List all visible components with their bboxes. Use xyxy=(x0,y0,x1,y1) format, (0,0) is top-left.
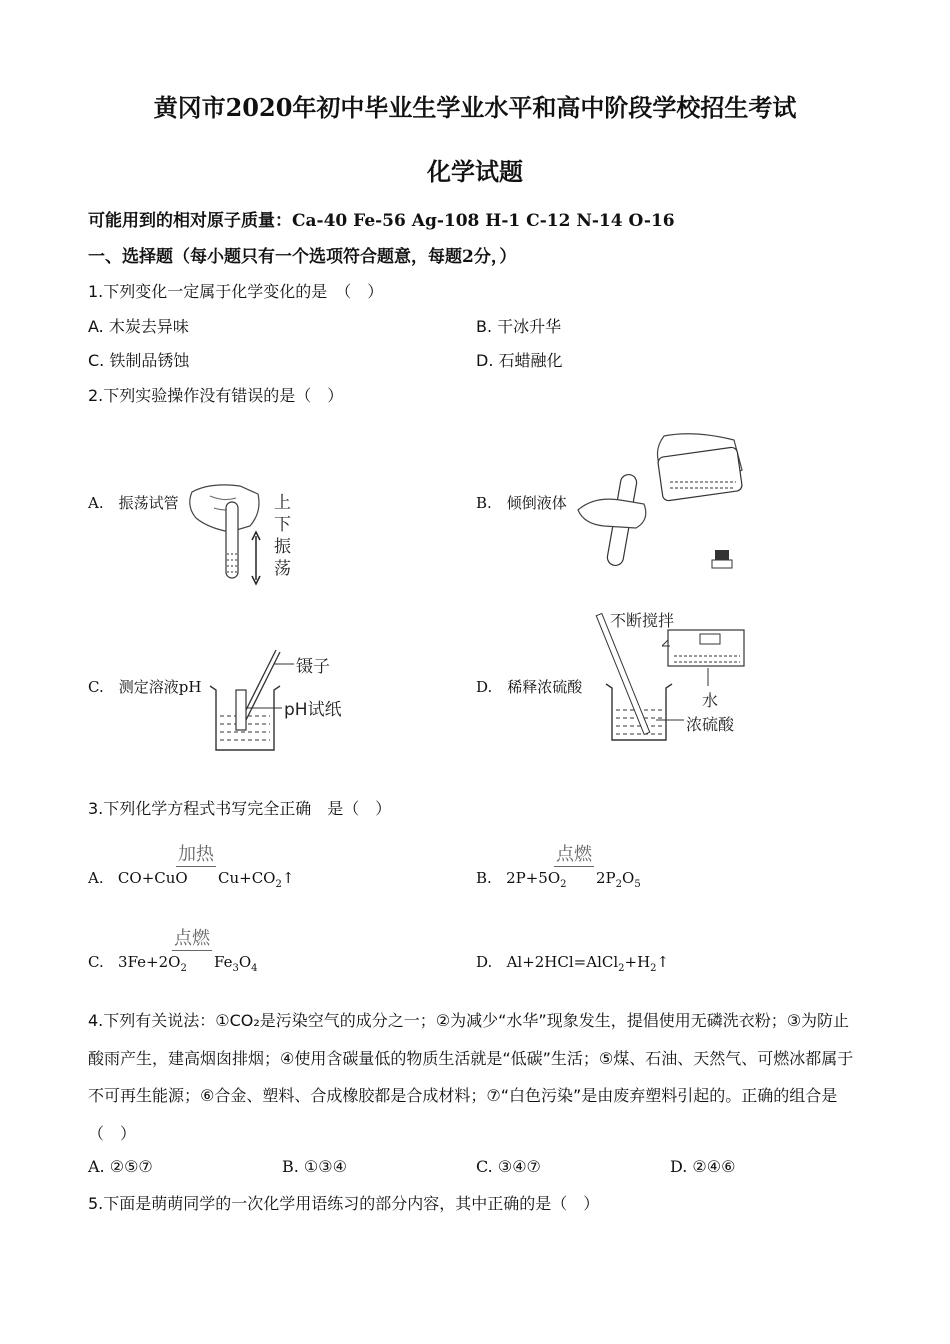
fig-a-label-4: 荡 xyxy=(274,559,291,579)
q4-option-d[interactable]: D. ②④⑥ xyxy=(670,1157,736,1176)
q3-option-b[interactable]: B. $2P+5O_2$ xyxy=(476,869,567,890)
q3-a-condition: 加热 xyxy=(176,840,216,867)
question-3-stem: 3.下列化学方程式书写完全正确 是（ ） xyxy=(88,799,392,818)
q4-option-a[interactable]: A. ②⑤⑦ xyxy=(88,1157,153,1176)
q1-option-b[interactable]: B. 干冰升华 xyxy=(476,317,562,336)
fig-c-label-ph-paper: pH试纸 xyxy=(284,700,342,720)
q4-option-c[interactable]: C. ③④⑦ xyxy=(476,1157,541,1176)
q3-c-label: C. xyxy=(88,953,104,971)
q3-b-label: B. xyxy=(476,869,492,887)
question-4-stem: 4.下列有关说法：①CO₂是污染空气的成分之一；②为减少“水华”现象发生，提倡使用无磷洗衣粉；③为防止酸雨产生，建高烟囱排烟；④使用含碳量低的物质生活就是“低碳”生活；⑤煤、石油、天然气、可燃冰都属于不可再生能源；⑥合金、塑料、合成橡胶都是合成材料；⑦“白色污染”是由废弃塑料引起的。正确的组合是（ ） xyxy=(88,1011,854,1143)
fig-a-label-2: 下 xyxy=(274,515,291,535)
q3-d-label: D. xyxy=(476,953,493,971)
section-heading: 一、选择题（每小题只有一个选项符合题意，每题2分，） xyxy=(88,247,517,267)
q3-option-d[interactable]: D. $Al+2HCl=AlCl_2+H_2↑$ xyxy=(476,953,670,974)
q1-option-c[interactable]: C. 铁制品锈蚀 xyxy=(88,351,190,370)
fig-a-label-1: 上 xyxy=(274,493,291,513)
question-2-stem: 2.下列实验操作没有错误的是（ ） xyxy=(88,386,344,405)
q3-b-products: $2P_2O_5$ xyxy=(596,869,641,890)
q3-c-products: $Fe_3O_4$ xyxy=(214,953,258,974)
fig-c-label-tweezers: 镊子 xyxy=(296,657,330,677)
atomic-mass-line: 可能用到的相对原子质量：Ca-40 Fe-56 Ag-108 H-1 C-12 N-14 O-16 xyxy=(88,211,675,231)
q3-option-c[interactable]: C. $3Fe+2O_2$ xyxy=(88,953,187,974)
q3-c-condition: 点燃 xyxy=(172,924,212,951)
q3-a-products: $Cu+CO_2↑$ xyxy=(218,869,295,890)
q4-option-b[interactable]: B. ①③④ xyxy=(282,1157,347,1176)
q3-option-a[interactable]: A. CO+CuO xyxy=(88,869,188,887)
dilute-acid-figure xyxy=(596,606,756,746)
q2-option-a[interactable]: A. 振荡试管 xyxy=(88,494,179,512)
q1-option-d[interactable]: D. 石蜡融化 xyxy=(476,351,563,370)
q2-option-d[interactable]: D. 稀释浓硫酸 xyxy=(476,678,583,696)
question-5-stem: 5.下面是萌萌同学的一次化学用语练习的部分内容，其中正确的是（ ） xyxy=(88,1194,600,1213)
q2-option-c[interactable]: C. 测定溶液pH xyxy=(88,678,202,696)
q1-option-a[interactable]: A. 木炭去异味 xyxy=(88,317,189,336)
pour-liquid-figure xyxy=(574,430,754,578)
measure-ph-figure xyxy=(206,642,346,754)
fig-d-label-stir: 不断搅拌 xyxy=(610,611,675,630)
exam-title: 黄冈市2020年初中毕业生学业水平和高中阶段学校招生考试 xyxy=(153,93,797,122)
fig-d-label-acid: 浓硫酸 xyxy=(686,715,735,734)
shake-test-tube-figure xyxy=(180,482,310,590)
q3-b-condition: 点燃 xyxy=(554,840,594,867)
fig-d-label-water: 水 xyxy=(702,691,719,710)
q3-a-label: A. xyxy=(88,869,104,887)
question-1-stem: 1.下列变化一定属于化学变化的是 （ ） xyxy=(88,282,384,301)
q2-option-b[interactable]: B. 倾倒液体 xyxy=(476,494,567,512)
fig-a-label-3: 振 xyxy=(274,537,291,557)
subject-title: 化学试题 xyxy=(427,157,523,186)
